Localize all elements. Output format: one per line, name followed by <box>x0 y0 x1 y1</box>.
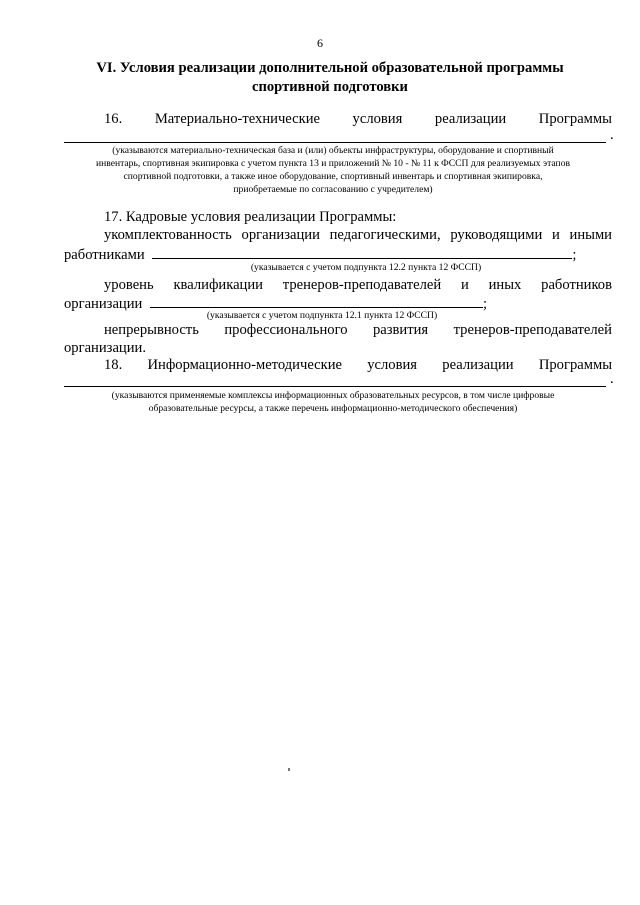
qualification-word: иных <box>488 277 522 293</box>
qualification-word: уровень <box>104 277 154 293</box>
item-16-fill-line <box>64 126 614 143</box>
staffing-cont: работниками <box>64 247 145 263</box>
continuity-word: профессионального <box>224 322 348 338</box>
qualification-word: квалификации <box>173 277 263 293</box>
staffing-word: и <box>551 227 560 243</box>
item-18-word: Информационно-методические <box>147 357 343 373</box>
staffing-word: руководящими <box>450 227 543 243</box>
item-17-heading: 17. Кадровые условия реализации Программы: <box>104 209 397 225</box>
item-16-word: 16. <box>104 111 123 127</box>
continuity-word: развития <box>372 322 429 338</box>
item-18-word: 18. <box>104 357 123 373</box>
staffing-word: укомплектованность <box>104 227 232 243</box>
staffing-word: иными <box>569 227 612 243</box>
item-18-fill-line <box>64 370 614 387</box>
item-16-word: реализации <box>434 111 507 127</box>
item-16-caption-line: спортивной подготовки, а также иное оборудование, спортивный инвентарь и спортивная экипировка, <box>123 171 543 182</box>
section-title-line-2: спортивной подготовки <box>252 79 408 95</box>
section-title-line-1: VI. Условия реализации дополнительной образовательной программы <box>96 60 564 76</box>
staffing-end: ; <box>572 247 577 263</box>
item-16-caption-line: приобретаемые по согласованию с учредителем) <box>233 184 433 195</box>
item-16-word: условия <box>352 111 403 127</box>
staffing-line <box>104 226 612 245</box>
item-18-word: условия <box>367 357 418 373</box>
qualification-word: работников <box>541 277 612 293</box>
item-16-word: Материально-технические <box>154 111 320 127</box>
item-16-caption-line: инвентарь, спортивная экипировка с учетом пункта 13 и приложений № 10 - № 11 к ФССП для реализуемых этапов <box>95 158 571 169</box>
page-number: 6 <box>317 36 323 50</box>
item-18-word: реализации <box>442 357 514 373</box>
item-18-caption-line: (указываются применяемые комплексы информационных образовательных ресурсов, в том числе цифровые <box>111 390 555 401</box>
continuity-word: непрерывность <box>104 322 199 338</box>
qualification-word: и <box>460 277 469 293</box>
item-18-end-mark: . <box>610 371 614 387</box>
item-16-word: Программы <box>538 111 612 127</box>
item-16-caption-line: (указываются материально-техническая база и (или) объекты инфраструктуры, оборудование и спортивный <box>112 145 554 156</box>
continuity-word: тренеров-преподавателей <box>453 322 612 338</box>
staffing-fill-line <box>152 244 572 259</box>
qualification-fill-line <box>150 293 483 308</box>
continuity-cont: организации. <box>64 340 146 356</box>
staffing-word: организации <box>241 227 320 243</box>
continuity-line <box>104 321 612 340</box>
item-16-end-mark: . <box>610 127 614 143</box>
qualification-cont: организации <box>64 296 143 312</box>
qualification-end: ; <box>483 296 488 312</box>
qualification-word: тренеров-преподавателей <box>282 277 442 293</box>
item-18-word: Программы <box>538 357 612 373</box>
qualification-caption: (указывается с учетом подпункта 12.1 пункта 12 ФССП) <box>206 310 438 321</box>
staffing-caption: (указывается с учетом подпункта 12.2 пункта 12 ФССП) <box>250 262 482 273</box>
staffing-word: педагогическими, <box>329 227 441 243</box>
item-18-caption-line: образовательные ресурсы, а также перечень информационно-методического обеспечения) <box>148 403 518 414</box>
scan-speck <box>288 768 290 771</box>
